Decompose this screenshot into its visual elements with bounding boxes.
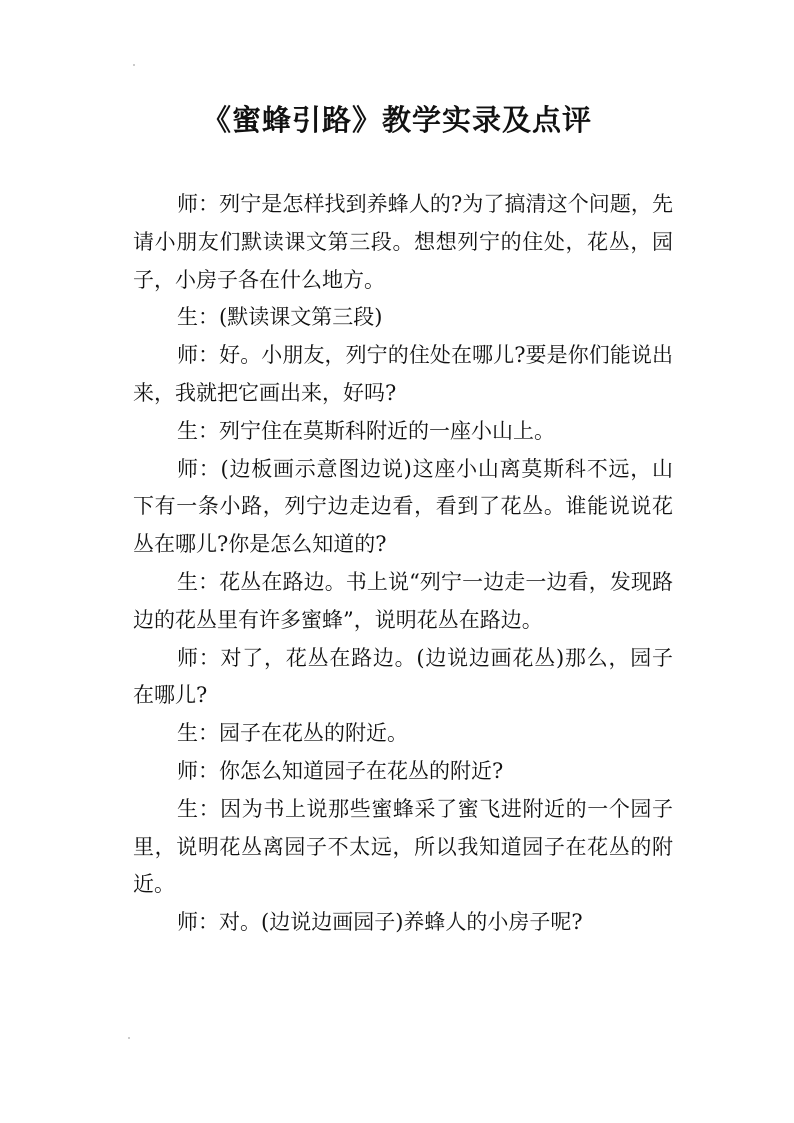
paragraph: 师：对。(边说边画园子)养蜂人的小房子呢?	[177, 910, 583, 935]
paragraph: 师：对了，花丛在路边。(边说边画花丛)那么，园子在哪儿?	[133, 645, 673, 708]
paragraph: 生：园子在花丛的附近。	[177, 721, 408, 746]
paragraph: 师：列宁是怎样找到养蜂人的?为了搞清这个问题，先请小朋友们默读课文第三段。想想列宁的住处，花丛，园子，小房子各在什么地方。	[133, 192, 673, 292]
document-body	[133, 186, 673, 942]
paragraph: 师：(边板画示意图边说)这座小山离莫斯科不远，山下有一条小路，列宁边走边看，看到了花丛。谁能说说花丛在哪儿?你是怎么知道的?	[133, 456, 673, 557]
scan-speck	[128, 1037, 130, 1039]
paragraph: 生：(默读课文第三段)	[177, 305, 383, 330]
scan-speck	[133, 64, 135, 66]
paragraph: 师：你怎么知道园子在花丛的附近?	[177, 758, 504, 783]
document-title: 《蜜蜂引路》教学实录及点评	[201, 103, 592, 137]
paragraph: 生：花丛在路边。书上说“列宁一边走一边看，发现路边的花丛里有许多蜜蜂”，说明花丛在路边。	[133, 569, 673, 632]
paragraph: 师：好。小朋友，列宁的住处在哪儿?要是你们能说出来，我就把它画出来，好吗?	[133, 343, 673, 405]
paragraph: 生：列宁住在莫斯科附近的一座小山上。	[177, 418, 555, 443]
paragraph: 生：因为书上说那些蜜蜂采了蜜飞进附近的一个园子里，说明花丛离园子不太远，所以我知道园子在花丛的附近。	[133, 796, 673, 897]
